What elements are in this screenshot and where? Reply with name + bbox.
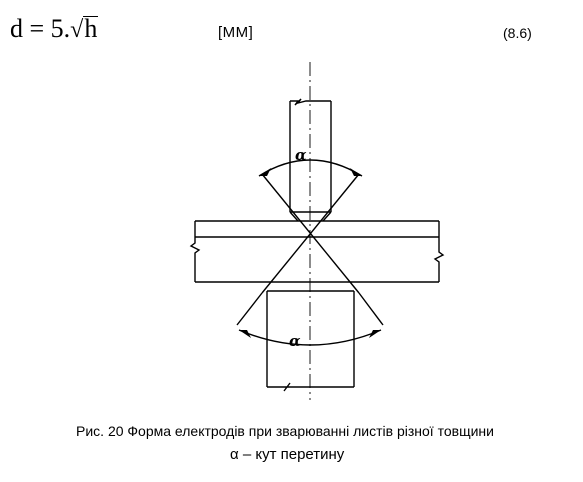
lower-electrode (267, 291, 354, 391)
sheet-plates (191, 221, 443, 282)
sqrt-icon: √ (70, 17, 84, 43)
figure-legend: α – кут перетину (230, 446, 345, 463)
equation-number: (8.6) (503, 25, 532, 41)
formula-equals: = (29, 14, 45, 43)
formula-coefficient: 5. (50, 14, 71, 43)
top-angle-arc (259, 160, 362, 176)
formula-lhs: d (10, 14, 23, 43)
formula-radicand: h (84, 14, 98, 43)
top-angle-label: α (295, 146, 307, 164)
units-label: [ММ] (218, 24, 254, 41)
figure-caption: Рис. 20 Форма електродів при зварюванні листів різної товщини (76, 423, 494, 439)
bottom-angle-label: α (289, 332, 301, 350)
